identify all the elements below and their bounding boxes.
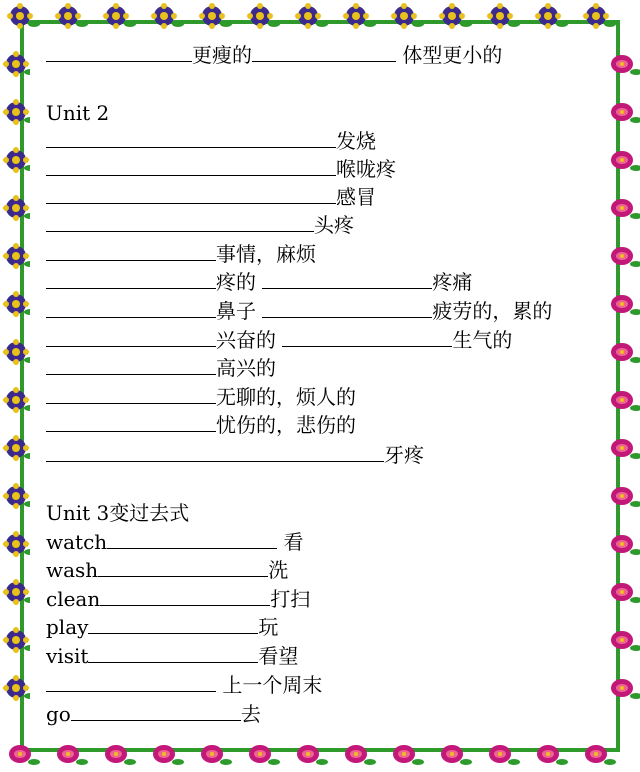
rose-icon xyxy=(611,439,633,457)
leaf-icon xyxy=(508,21,520,27)
leaf-icon xyxy=(28,21,40,27)
row-sad xyxy=(46,412,356,438)
rose-icon xyxy=(611,247,633,265)
row-hurt xyxy=(46,269,472,295)
leaf-icon xyxy=(364,21,376,27)
answer-blank[interactable] xyxy=(46,413,216,432)
label-sad: 忧伤的，悲伤的 xyxy=(216,413,356,437)
label-visit: 看望 xyxy=(258,644,299,668)
answer-blank[interactable] xyxy=(252,43,396,62)
row-watch xyxy=(46,529,304,555)
rose-icon xyxy=(9,745,31,763)
row-last-weekend xyxy=(46,672,322,698)
label-bored: 无聊的，烦人的 xyxy=(216,385,356,409)
row-excited xyxy=(46,327,512,353)
rose-icon xyxy=(611,679,633,697)
label-happy: 高兴的 xyxy=(216,356,276,380)
label-smaller: 体型更小的 xyxy=(402,43,503,67)
leaf-icon xyxy=(630,645,640,651)
leaf-icon xyxy=(556,759,568,765)
answer-blank[interactable] xyxy=(46,213,314,232)
label-cold: 感冒 xyxy=(336,185,376,209)
answer-blank[interactable] xyxy=(71,702,241,721)
label-fever: 发烧 xyxy=(336,129,376,153)
leaf-icon xyxy=(630,405,640,411)
label-toothache: 牙疼 xyxy=(384,443,424,467)
rose-icon xyxy=(611,103,633,121)
answer-blank[interactable] xyxy=(46,43,192,62)
word-watch: watch xyxy=(46,530,108,554)
answer-blank[interactable] xyxy=(98,558,268,577)
leaf-icon xyxy=(630,165,640,171)
label-thinner: 更瘦的 xyxy=(192,43,252,67)
answer-blank[interactable] xyxy=(46,185,336,204)
answer-blank[interactable] xyxy=(46,299,216,318)
leaf-icon xyxy=(316,759,328,765)
rose-icon xyxy=(611,343,633,361)
leaf-icon xyxy=(268,759,280,765)
label-watch: 看 xyxy=(277,530,304,554)
label-pain: 疼痛 xyxy=(432,270,473,294)
rose-icon xyxy=(153,745,175,763)
leaf-icon xyxy=(268,21,280,27)
rose-icon xyxy=(105,745,127,763)
rose-icon xyxy=(345,745,367,763)
answer-blank[interactable] xyxy=(46,129,336,148)
label-last-weekend: 上一个周末 xyxy=(216,673,323,697)
word-wash: wash xyxy=(46,558,99,582)
leaf-icon xyxy=(630,549,640,555)
label-excited: 兴奋的 xyxy=(216,328,276,352)
leaf-icon xyxy=(28,759,40,765)
leaf-icon xyxy=(460,759,472,765)
leaf-icon xyxy=(556,21,568,27)
answer-blank[interactable] xyxy=(46,270,216,289)
row-visit xyxy=(46,643,298,669)
answer-blank[interactable] xyxy=(262,299,432,318)
rose-icon xyxy=(297,745,319,763)
row-nose xyxy=(46,298,552,324)
answer-blank[interactable] xyxy=(46,356,216,375)
leaf-icon xyxy=(630,309,640,315)
rose-icon xyxy=(249,745,271,763)
answer-blank[interactable] xyxy=(107,530,277,549)
rose-icon xyxy=(611,295,633,313)
leaf-icon xyxy=(630,453,640,459)
leaf-icon xyxy=(508,759,520,765)
label-sore-throat: 喉咙疼 xyxy=(336,157,396,181)
label-clean: 打扫 xyxy=(270,587,311,611)
rose-icon xyxy=(585,745,607,763)
label-tired: 疲劳的，累的 xyxy=(432,299,553,323)
leaf-icon xyxy=(76,21,88,27)
row-thinner xyxy=(46,42,502,68)
leaf-icon xyxy=(630,261,640,267)
label-wash: 洗 xyxy=(268,558,289,582)
row-headache xyxy=(46,212,354,238)
word-visit: visit xyxy=(46,644,89,668)
leaf-icon xyxy=(220,759,232,765)
leaf-icon xyxy=(172,21,184,27)
row-bored xyxy=(46,384,356,410)
rose-icon xyxy=(441,745,463,763)
label-go: 去 xyxy=(240,702,261,726)
leaf-icon xyxy=(630,117,640,123)
leaf-icon xyxy=(630,69,640,75)
label-angry: 生气的 xyxy=(452,328,513,352)
rose-icon xyxy=(57,745,79,763)
label-hurt: 疼的 xyxy=(216,270,256,294)
row-go xyxy=(46,701,261,727)
answer-blank[interactable] xyxy=(88,644,258,663)
rose-icon xyxy=(489,745,511,763)
rose-icon xyxy=(393,745,415,763)
label-matter: 事情，麻烦 xyxy=(216,242,316,266)
row-clean xyxy=(46,586,310,612)
leaf-icon xyxy=(220,21,232,27)
answer-blank[interactable] xyxy=(46,328,216,347)
row-matter xyxy=(46,241,316,267)
leaf-icon xyxy=(630,501,640,507)
answer-blank[interactable] xyxy=(46,157,336,176)
rose-icon xyxy=(611,535,633,553)
word-play: play xyxy=(46,615,89,639)
rose-icon xyxy=(611,391,633,409)
word-clean: clean xyxy=(46,587,101,611)
leaf-icon xyxy=(604,759,616,765)
word-go: go xyxy=(46,702,71,726)
label-nose: 鼻子 xyxy=(216,299,256,323)
leaf-icon xyxy=(630,693,640,699)
rose-icon xyxy=(611,631,633,649)
leaf-icon xyxy=(316,21,328,27)
leaf-icon xyxy=(172,759,184,765)
leaf-icon xyxy=(364,759,376,765)
leaf-icon xyxy=(630,213,640,219)
row-wash xyxy=(46,557,288,583)
answer-blank[interactable] xyxy=(46,385,216,404)
row-play xyxy=(46,614,278,640)
row-cold xyxy=(46,184,376,210)
leaf-icon xyxy=(460,21,472,27)
leaf-icon xyxy=(412,21,424,27)
leaf-icon xyxy=(412,759,424,765)
rose-icon xyxy=(537,745,559,763)
leaf-icon xyxy=(630,597,640,603)
answer-blank[interactable] xyxy=(100,587,270,606)
answer-blank[interactable] xyxy=(46,443,384,462)
leaf-icon xyxy=(124,21,136,27)
leaf-icon xyxy=(124,759,136,765)
leaf-icon xyxy=(604,21,616,27)
rose-icon xyxy=(611,583,633,601)
answer-blank[interactable] xyxy=(88,615,258,634)
row-happy xyxy=(46,355,276,381)
worksheet xyxy=(30,30,610,742)
rose-icon xyxy=(611,55,633,73)
rose-icon xyxy=(611,487,633,505)
answer-blank[interactable] xyxy=(262,270,432,289)
label-play: 玩 xyxy=(258,615,279,639)
answer-blank[interactable] xyxy=(282,328,452,347)
rose-icon xyxy=(611,199,633,217)
rose-icon xyxy=(201,745,223,763)
unit2-title: Unit 2 xyxy=(46,101,110,125)
label-headache: 头疼 xyxy=(314,213,354,237)
unit3-title: Unit 3变过去式 xyxy=(46,501,190,525)
leaf-icon xyxy=(630,357,640,363)
row-sore-throat xyxy=(46,156,396,182)
row-fever xyxy=(46,128,376,154)
answer-blank[interactable] xyxy=(46,242,216,261)
rose-icon xyxy=(611,151,633,169)
leaf-icon xyxy=(76,759,88,765)
row-toothache xyxy=(46,442,424,468)
answer-blank[interactable] xyxy=(46,673,216,692)
